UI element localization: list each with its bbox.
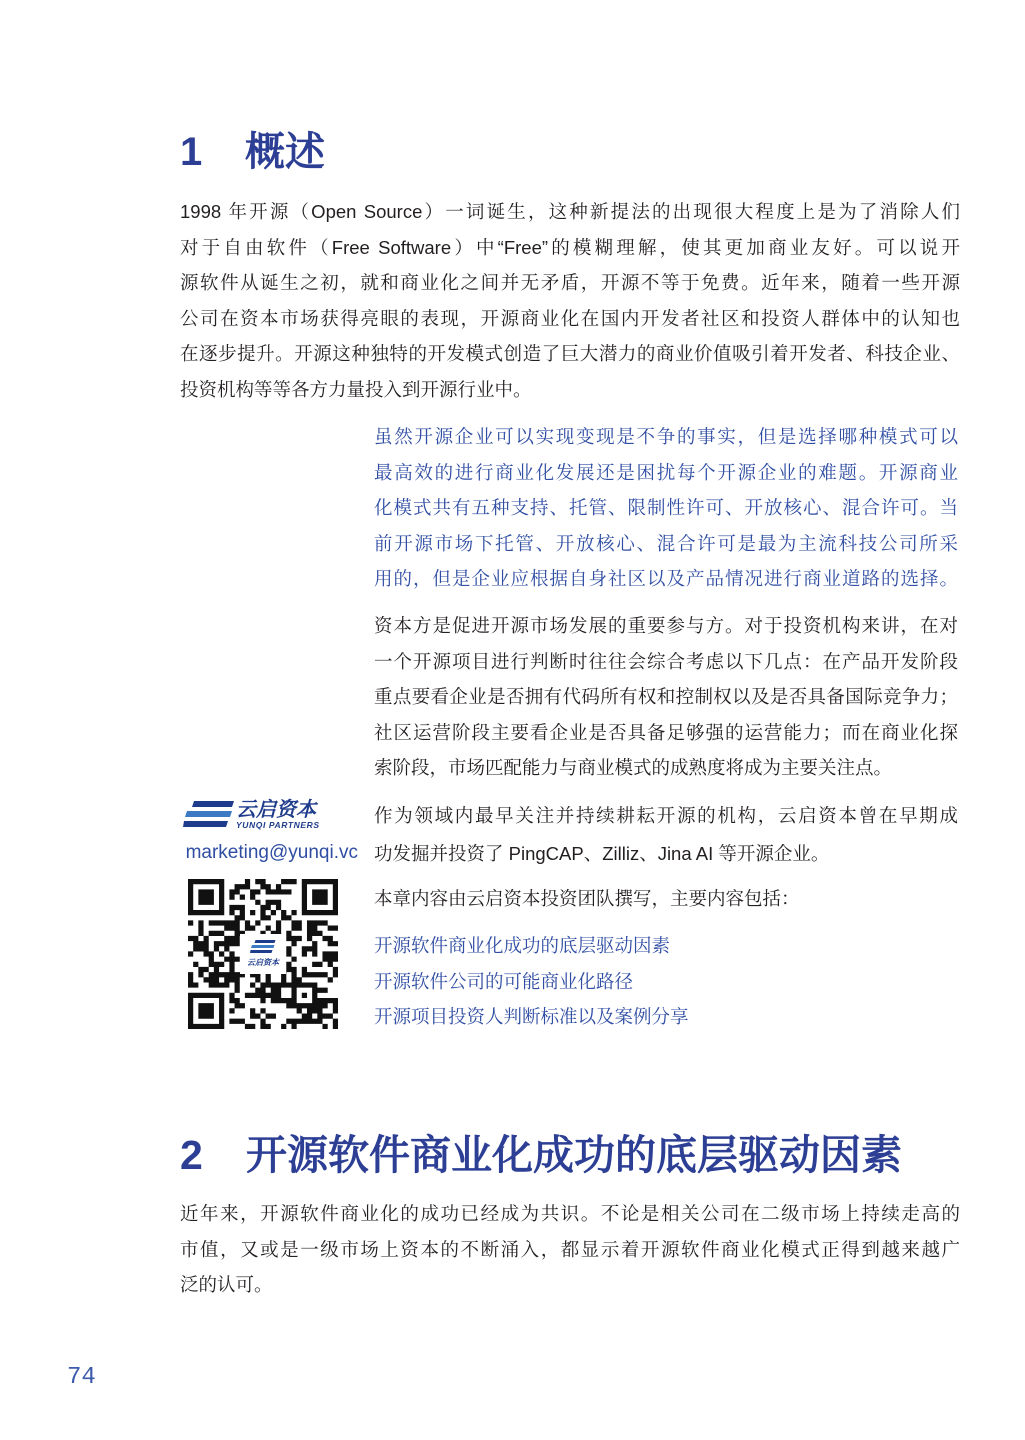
yunqi-paragraph (374, 797, 958, 872)
contents-item: 开源软件商业化成功的底层驱动因素 (374, 935, 671, 956)
section-2-line: 近年来，开源软件商业化的成功已经成为共识。不论是相关公司在二级市场上持续走高的 (180, 1203, 960, 1224)
highlight-line: 最高效的进行商业化发展还是困扰每个开源企业的难题。开源商业 (374, 461, 958, 483)
contents-item: 开源项目投资人判断标准以及案例分享 (374, 1006, 689, 1027)
qr-logo-stripe-bottom (250, 950, 273, 953)
intro-line: 源软件从诞生之初，就和商业化之间并无矛盾，开源不等于免费。近年来，随着一些开源 (180, 272, 960, 293)
section-2-heading (180, 1132, 902, 1178)
yunqi-line: 功发掘并投资了 PingCAP、Zilliz、Jina AI 等开源企业。 (374, 842, 830, 864)
page-number: 74 (67, 1364, 96, 1391)
section-1-title: 概述 (245, 130, 325, 174)
section-2-line: 泛的认可。 (180, 1274, 273, 1295)
logo-name: 云启资本 (236, 799, 316, 821)
qr-logo-stripe-top (255, 940, 276, 943)
intro-line: 投资机构等等各方力量投入到开源行业中。 (180, 378, 532, 400)
intro-paragraph (180, 194, 960, 407)
highlight-paragraph (374, 419, 958, 597)
contents-item: 开源软件公司的可能商业化路径 (374, 970, 634, 992)
highlight-line: 化模式共有五种支持、托管、限制性许可、开放核心、混合许可。当 (374, 497, 958, 518)
investor-line: 社区运营阶段主要看企业是否具备足够强的运营能力；而在商业化探 (374, 721, 958, 743)
investor-line: 一个开源项目进行判断时往往会综合考虑以下几点：在产品开发阶段 (374, 650, 958, 672)
highlight-line: 用的，但是企业应根据自身社区以及产品情况进行商业道路的选择。 (374, 568, 958, 589)
section-2-title: 开源软件商业化成功的底层驱动因素 (246, 1132, 902, 1178)
logo-stripe-bottom (183, 821, 228, 827)
section-1-number: 1 (180, 130, 203, 174)
investor-line: 索阶段，市场匹配能力与商业模式的成熟度将成为主要关注点。 (374, 757, 893, 778)
logo-subtitle: YUNQI PARTNERS (236, 820, 320, 830)
intro-line: 对于自由软件（Free Software）中“Free”的模糊理解，使其更加商业友好。可以说开 (180, 236, 960, 258)
qr-logo-stripe-middle (251, 945, 275, 948)
section-1-heading (180, 130, 325, 174)
intro-line: 在逐步提升。开源这种独特的开发模式创造了巨大潜力的商业价值吸引着开发者、科技企业、 (180, 343, 960, 364)
highlight-line: 虽然开源企业可以实现变现是不争的事实，但是选择哪种模式可以 (374, 426, 958, 447)
chapter-intro (374, 881, 958, 917)
yunqi-logo (183, 800, 339, 831)
yunqi-line: 作为领域内最早关注并持续耕耘开源的机构，云启资本曾在早期成 (374, 805, 958, 826)
highlight-line: 前开源市场下托管、开放核心、混合许可是最为主流科技公司所采 (374, 532, 958, 554)
investor-line: 资本方是促进开源市场发展的重要参与方。对于投资机构来讲，在对 (374, 615, 958, 636)
logo-stripe-middle (185, 811, 232, 817)
yunqi-stripes-icon (183, 801, 235, 829)
logo-stripe-top (192, 801, 234, 807)
qr-center-logo (240, 934, 286, 974)
chapter-intro-text: 本章内容由云启资本投资团队撰写，主要内容包括： (374, 888, 800, 909)
investor-line: 重点要看企业是否拥有代码所有权和控制权以及是否具备国际竞争力； (374, 686, 958, 707)
qr-logo-name: 云启资本 (247, 958, 279, 967)
investor-paragraph (374, 608, 958, 786)
yunqi-stripes-icon (250, 939, 276, 955)
section-2-paragraph (180, 1196, 960, 1303)
contents-list (374, 928, 958, 1035)
section-2-line: 市值，又或是一级市场上资本的不断涌入，都显示着开源软件商业化模式正得到越来越广 (180, 1238, 960, 1260)
intro-line: 1998 年开源（Open Source）一词诞生，这种新提法的出现很大程度上是为了消除人们 (180, 201, 960, 222)
contact-email: marketing@yunqi.vc (185, 842, 358, 863)
qr-code (188, 879, 338, 1029)
section-2-number: 2 (180, 1132, 203, 1178)
intro-line: 公司在资本市场获得亮眼的表现，开源商业化在国内开发者社区和投资人群体中的认知也 (180, 307, 960, 329)
